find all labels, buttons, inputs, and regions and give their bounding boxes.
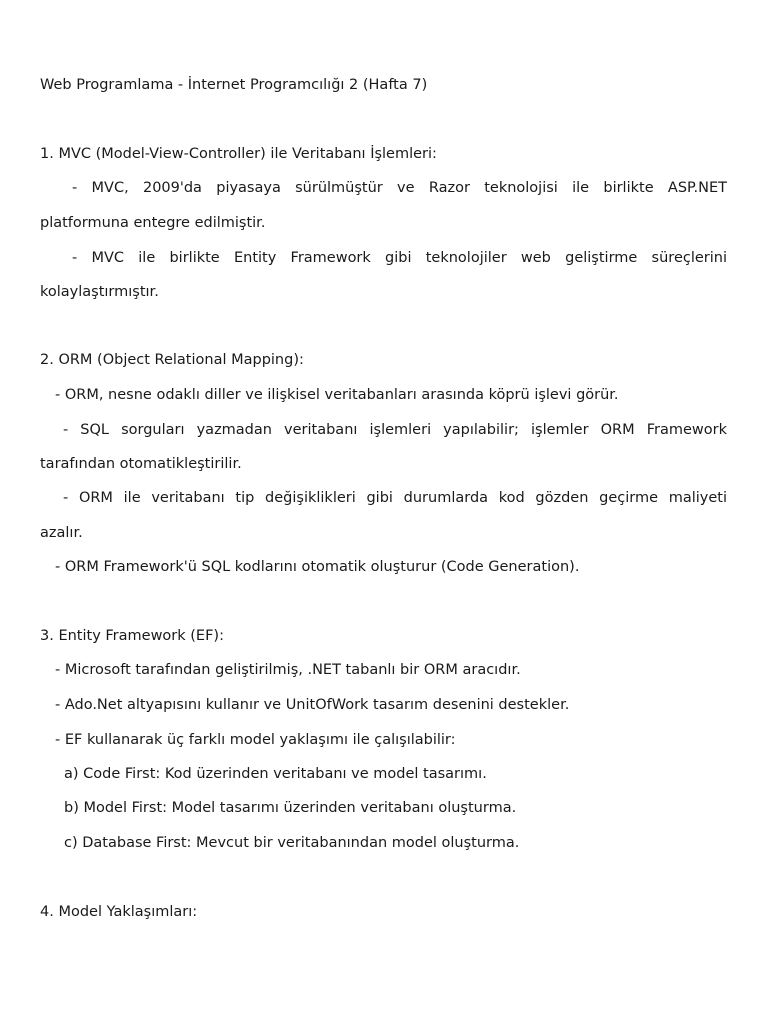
section-heading-entity-framework: 3. Entity Framework (EF): xyxy=(40,628,224,644)
paragraph-line: - ORM Framework'ü SQL kodlarını otomatik oluşturur (Code Generation). xyxy=(55,559,580,575)
paragraph-line: tarafından otomatikleştirilir. xyxy=(40,456,242,472)
list-item: c) Database First: Mevcut bir veritabanından model oluşturma. xyxy=(64,835,520,851)
paragraph-line: - MVC ile birlikte Entity Framework gibi teknolojiler web geliştirme süreçlerini xyxy=(72,250,727,266)
paragraph-line: - MVC, 2009'da piyasaya sürülmüştür ve Razor teknolojisi ile birlikte ASP.NET xyxy=(72,180,727,196)
paragraph-line: - Microsoft tarafından geliştirilmiş, .NET tabanlı bir ORM aracıdır. xyxy=(55,662,521,678)
paragraph-line: - ORM, nesne odaklı diller ve ilişkisel veritabanları arasında köprü işlevi görür. xyxy=(55,387,619,403)
paragraph-line: - ORM ile veritabanı tip değişiklikleri gibi durumlarda kod gözden geçirme maliyeti xyxy=(63,490,727,506)
paragraph-line: - SQL sorguları yazmadan veritabanı işlemleri yapılabilir; işlemler ORM Framework xyxy=(63,422,727,438)
section-heading-mvc: 1. MVC (Model-View-Controller) ile Veritabanı İşlemleri: xyxy=(40,146,437,162)
section-heading-orm: 2. ORM (Object Relational Mapping): xyxy=(40,352,304,368)
section-heading-model-approaches: 4. Model Yaklaşımları: xyxy=(40,904,198,920)
list-item: a) Code First: Kod üzerinden veritabanı ve model tasarımı. xyxy=(64,766,487,782)
list-item: b) Model First: Model tasarımı üzerinden veritabanı oluşturma. xyxy=(64,800,517,816)
paragraph-line: platformuna entegre edilmiştir. xyxy=(40,215,266,231)
paragraph-line: - EF kullanarak üç farklı model yaklaşımı ile çalışılabilir: xyxy=(55,732,456,748)
paragraph-line: - Ado.Net altyapısını kullanır ve UnitOfWork tasarım desenini destekler. xyxy=(55,697,570,713)
document-title: Web Programlama - İnternet Programcılığı 2 (Hafta 7) xyxy=(40,77,428,93)
paragraph-line: kolaylaştırmıştır. xyxy=(40,284,159,300)
paragraph-line: azalır. xyxy=(40,525,83,541)
